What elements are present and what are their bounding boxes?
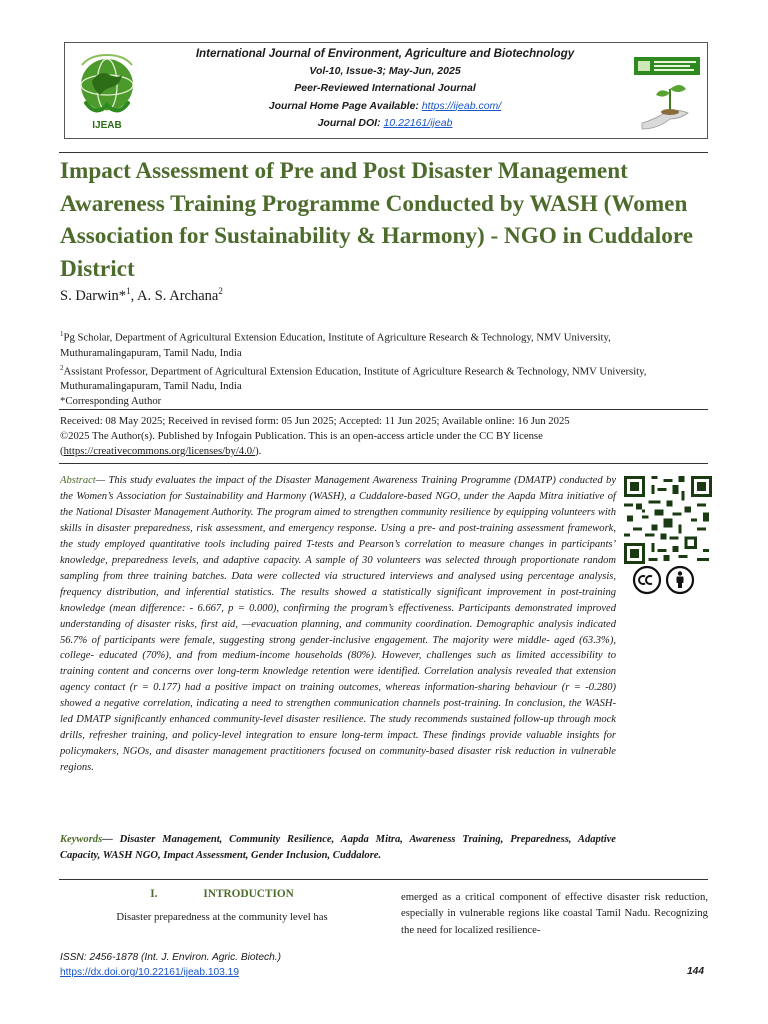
footer-issn: ISSN: 2456-1878 (Int. J. Environ. Agric. Biotech.) — [60, 952, 282, 963]
abstract — [60, 473, 616, 776]
peer-reviewed-label: Peer-Reviewed International Journal — [294, 82, 476, 94]
author-2: A. S. Archana — [137, 287, 219, 304]
cc-attribution-icon — [667, 567, 693, 593]
keywords-text: Disaster Management, Community Resilience, Aapda Mitra, Awareness Training, Preparedness, Adaptive Capacity, WASH NGO, Impact Assessment, Gender Inclusion, Cuddalore. — [60, 834, 616, 861]
plant-in-hand-icon — [632, 49, 702, 135]
footer-doi-link[interactable]: https://dx.doi.org/10.22161/ijeab.103.19 — [60, 967, 239, 978]
affiliations — [60, 327, 710, 409]
affiliation-1-text: Pg Scholar, Department of Agricultural Extension Education, Institute of Agriculture Research & Technology, NMV University, Muthuramalingapuram, Tamil Nadu, India — [60, 331, 611, 359]
homepage-label: Journal Home Page Available: — [268, 99, 422, 112]
homepage-line — [155, 98, 615, 116]
header-divider — [59, 152, 708, 153]
journal-doi-link[interactable]: 10.22161/ijeab — [383, 117, 453, 129]
author-line — [60, 286, 223, 305]
page-number: 144 — [687, 966, 704, 977]
affiliation-divider — [59, 409, 708, 410]
affiliation-2-text: Assistant Professor, Department of Agricultural Extension Education, Institute of Agriculture Research & Technology, NMV University, Muthuramalingapuram, Tamil Nadu, India — [60, 365, 647, 393]
page-footer — [60, 950, 708, 980]
homepage-link[interactable]: https://ijeab.com/ — [421, 99, 502, 112]
license-link[interactable]: https://creativecommons.org/licenses/by/4.0/ — [63, 445, 256, 457]
author-1: S. Darwin* — [60, 287, 127, 304]
abstract-dash: — — [95, 475, 109, 486]
keywords — [60, 832, 616, 864]
copyright-notice: ©2025 The Author(s). Published by Infogain Publication. This is an open-access article under the CC BY license — [60, 430, 543, 442]
qr-code-icon[interactable] — [624, 476, 712, 564]
abstract-label: Abstract — [60, 475, 96, 486]
affiliation-1-mark: 1 — [60, 330, 64, 338]
section-number: I. — [150, 888, 158, 900]
article-title: Impact Assessment of Pre and Post Disaster Management Awareness Training Programme Conducted by WASH (Women Association for Sustainability & Harmony) - NGO in Cuddalore District — [60, 158, 693, 282]
doi-line — [155, 115, 615, 133]
journal-header — [64, 42, 708, 139]
keywords-dash: — — [102, 834, 120, 845]
author-1-affiliation-mark: 1 — [126, 286, 131, 296]
author-separator: , — [130, 287, 138, 304]
ijeab-logo-icon — [72, 51, 142, 131]
section-title: INTRODUCTION — [203, 888, 294, 900]
abstract-text: This study evaluates the impact of the Disaster Management Awareness Training Programme (DMATP) conducted by the Women’s Association for Sustainability and Harmony (WASH), a Cuddalore-based NGO, under the Aapda Mitra initiative of the National Disaster Management Authority. The program aimed to strengthen community resilience by equipping volunteers with skills in disaster preparedness, risk assessment, and emergency response. Using a pre- and post-training assessment framework, the study employed quantitative tools including paired T-tests and Pearson’s correlation to measure changes in participants’ knowledge, preparedness levels, and adaptive capacity. A sample of 30 volunteers was selected through proportionate random sampling from three training batches. Data were collected via structured interviews and analysed using percentage analysis, frequency distribution, and inferential statistics. The results showed a statistically significant improvement in post-training knowledge (mean difference: - 6.667, p = 0.000), confirming the program’s effectiveness. Participants demonstrated improved understanding of disaster risks, first aid, —evacuation planning, and community coordination. Demographic analysis indicated 56.7% of participants were female, suggesting strong gender-inclusive engagement. The majority were middle- aged (63.3%), college- educated (70%), and from medium-income households (80%). However, challenges such as limited accessibility to training content and concerns over long-term knowledge retention were identified. Correlation analysis revealed that extension agency contact (r = 0.177) had a positive impact on training outcomes, whereas information-sharing behaviour (r = -0.280) showed a negative correlation, indicating a need to strengthen communication channels post-training. In conclusion, the WASH-led DMATP significantly enhanced community-level disaster resilience. The study recommends sustained follow-up through mock drills, refresher training, and policy-level integration to ensure long-term impact. These findings provide valuable insights for policymakers, NGOs, and disaster management practitioners focused on community-based disaster risk reduction in vulnerable regions. — [60, 475, 617, 774]
license-open-paren: ( — [60, 445, 64, 457]
keywords-label: Keywords — [60, 834, 103, 845]
body-text-left-column: Disaster preparedness at the community level has — [116, 911, 328, 923]
affiliation-1 — [60, 327, 710, 361]
received-dates: Received: 08 May 2025; Received in revised form: 05 Jun 2025; Accepted: 11 Jun 2025; Available online: 16 Jun 2025 — [60, 415, 570, 427]
dates-divider — [59, 463, 708, 464]
corresponding-author: *Corresponding Author — [60, 395, 162, 408]
journal-volume: Vol-10, Issue-3; May-Jun, 2025 — [309, 64, 461, 77]
license-close-paren: ). — [255, 445, 262, 457]
affiliation-2 — [60, 361, 710, 395]
journal-info — [155, 45, 615, 133]
journal-title: International Journal of Environment, Agriculture and Biotechnology — [195, 47, 575, 60]
body-text-right-column: emerged as a critical component of effective disaster risk reduction, especially in vulnerable regions like coastal Tamil Nadu. Recognizing the need for localized resilience- — [401, 891, 708, 936]
section-heading-introduction — [60, 888, 384, 900]
author-2-affiliation-mark: 2 — [218, 286, 223, 296]
doi-label: Journal DOI: — [317, 117, 384, 129]
affiliation-2-mark: 2 — [60, 363, 64, 372]
license-line — [60, 444, 710, 459]
abstract-divider — [59, 879, 708, 880]
logo-text: IJEAB — [92, 120, 122, 131]
article-dates — [60, 414, 710, 459]
creative-commons-icon — [632, 565, 698, 595]
